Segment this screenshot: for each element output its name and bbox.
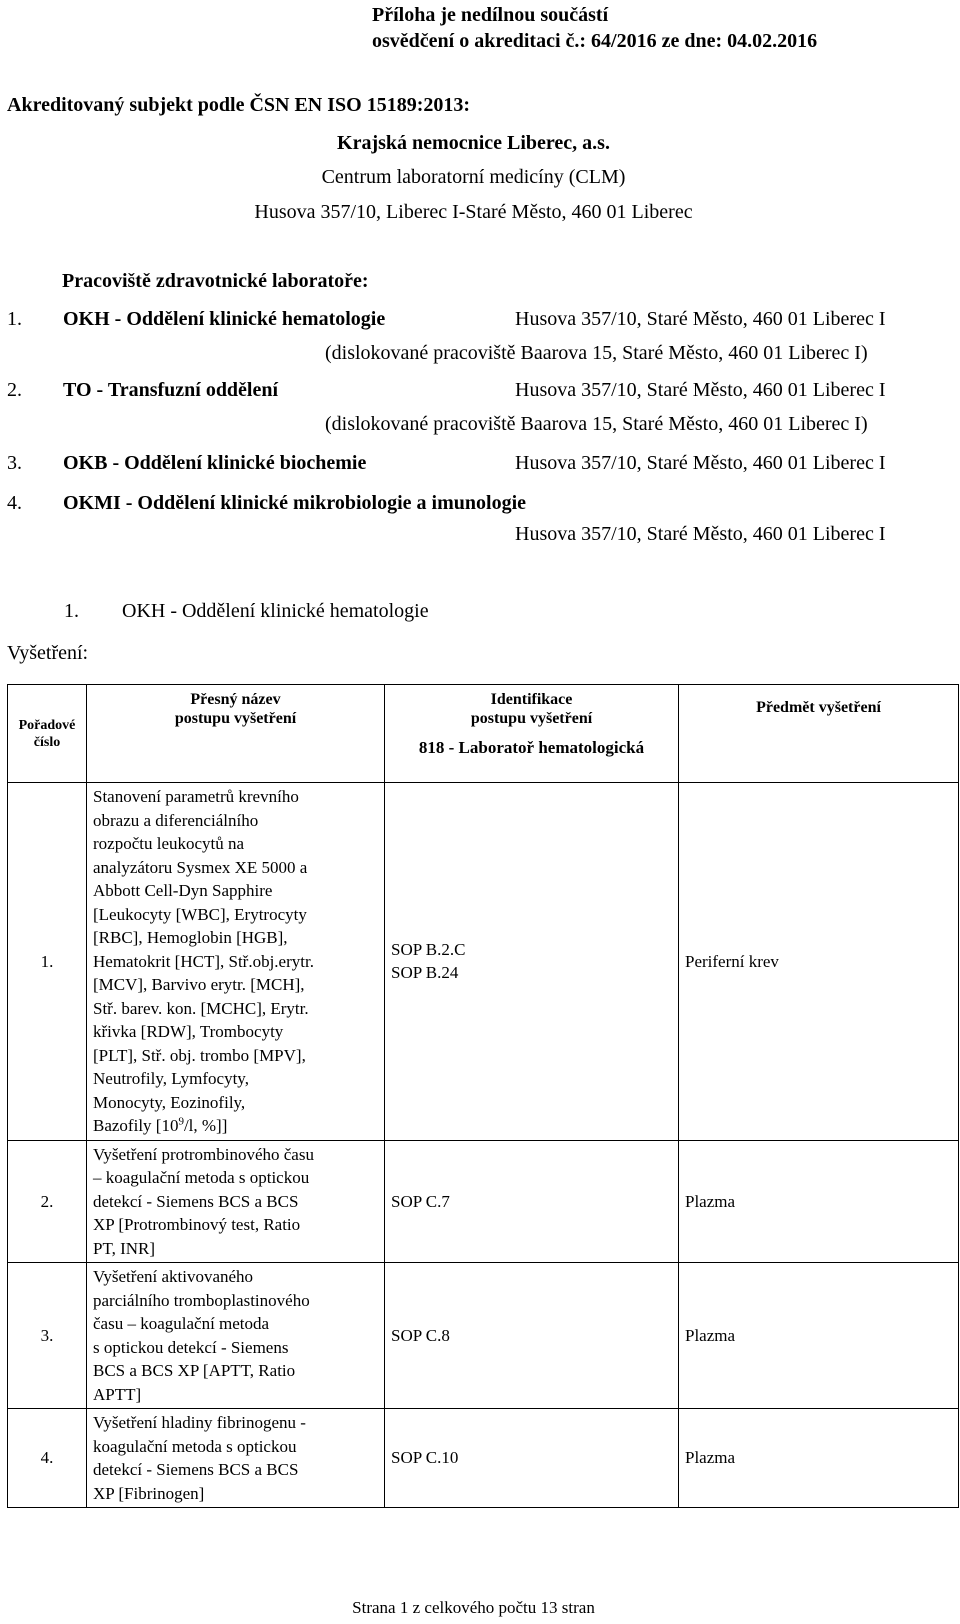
exam-line: detekcí - Siemens BCS a BCS [93,1191,299,1211]
row-subject: Plazma [679,1263,959,1409]
page-footer: Strana 1 z celkového počtu 13 stran [352,1598,595,1617]
subject-address: Husova 357/10, Liberec I-Staré Město, 460 01 Liberec [254,201,693,223]
lab-name: 818 - Laboratoř hematologická [418,738,645,757]
exam-line: XP [Fibrinogen] [93,1483,205,1503]
exam-line: APTT] [93,1384,142,1404]
header-subject [679,685,959,783]
workplace-num: 1. [7,308,22,330]
exam-line: Stř. barev. kon. [MCHC], Erytr. [93,998,309,1018]
header-subject-label: Předmět vyšetření [756,699,881,716]
header-order-line2: číslo [33,734,61,750]
exam-line [93,1114,384,1138]
exam-line: [MCV], Barvivo erytr. [MCH], [93,975,305,994]
exam-line: Abbott Cell-Dyn Sapphire [93,881,273,900]
header-order-number [8,685,87,783]
exam-line: detekcí - Siemens BCS a BCS [93,1460,299,1479]
sop-id: SOP C.10 [391,1448,459,1468]
header-name-line1: Přesný název [190,691,281,708]
exam-line-text: /l, %]] [183,1116,228,1135]
annex-line-1: Příloha je nedílnou součástí [372,4,609,26]
sop-id: SOP B.24 [391,963,459,983]
row-exam-name [87,1140,385,1263]
exam-line: XP [Protrombinový test, Ratio [93,1215,301,1234]
exam-line: [RBC], Hemoglobin [HGB], [93,928,288,947]
exam-table [7,684,959,1508]
row-number: 2. [8,1140,87,1263]
exam-line: Vyšetření aktivovaného [93,1267,254,1286]
workplace-address: Husova 357/10, Staré Město, 460 01 Liberec I [515,308,886,330]
workplace-num: 4. [7,492,22,514]
row-subject: Plazma [679,1140,959,1263]
workplace-note: (dislokované pracoviště Baarova 15, Staré Město, 460 01 Liberec I) [325,342,868,364]
table-row [8,1263,959,1409]
workplace-num: 3. [7,452,22,474]
row-subject: Plazma [679,1409,959,1508]
header-id-line1: Identifikace [490,691,573,708]
exam-line: analyzátoru Sysmex XE 5000 a [93,857,308,877]
exams-label: Vyšetření: [7,642,89,664]
table-row [8,783,959,1141]
sop-id: SOP C.8 [391,1325,450,1345]
header-order-line1: Pořadové [18,717,76,733]
exam-line-text: Bazofily [10 [93,1116,179,1135]
header-id-line2: postupu vyšetření [470,710,593,727]
exam-line: Neutrofily, Lymfocyty, [93,1069,249,1088]
workplace-name: TO - Transfuzní oddělení [63,379,279,401]
exam-line: obrazu a diferenciálního [93,810,259,830]
row-number: 1. [8,783,87,1141]
table-row [8,1140,959,1263]
header-identification [385,685,679,783]
exam-line: křivka [RDW], Trombocyty [93,1022,284,1041]
exam-line: času – koagulační metoda [93,1314,270,1333]
table-header-row [8,685,959,783]
exam-line: koagulační metoda s optickou [93,1436,297,1456]
row-sop [385,783,679,1141]
workplace-note: (dislokované pracoviště Baarova 15, Staré Město, 460 01 Liberec I) [325,413,868,435]
subject-name: Krajská nemocnice Liberec, a.s. [337,132,610,154]
exam-line: – koagulační metoda s optickou [93,1168,310,1187]
table-row [8,1409,959,1508]
row-sop [385,1263,679,1409]
exam-line: BCS a BCS XP [APTT, Ratio [93,1361,296,1380]
row-number: 3. [8,1263,87,1409]
workplace-address: Husova 357/10, Staré Město, 460 01 Liberec I [515,523,886,545]
workplace-num: 2. [7,379,22,401]
exam-line: s optickou detekcí - Siemens [93,1337,289,1357]
exam-line: Hematokrit [HCT], Stř.obj.erytr. [93,951,314,971]
accredited-subject-label: Akreditovaný subjekt podle ČSN EN ISO 15189:2013: [7,94,471,116]
exam-line: Vyšetření protrombinového času [93,1144,314,1164]
row-number: 4. [8,1409,87,1508]
exam-line: parciálního tromboplastinového [93,1290,310,1310]
workplace-name: OKMI - Oddělení klinické mikrobiologie a imunologie [63,492,526,514]
subject-center: Centrum laboratorní medicíny (CLM) [321,166,626,188]
sop-id: SOP C.7 [391,1191,450,1211]
exam-line: PT, INR] [93,1238,156,1258]
exam-line: Stanovení parametrů krevního [93,787,299,806]
workplaces-title: Pracoviště zdravotnické laboratoře: [62,270,369,292]
row-exam-name [87,783,385,1141]
sop-id: SOP B.2.C [391,939,466,959]
row-exam-name [87,1263,385,1409]
header-name-line2: postupu vyšetření [174,710,297,727]
row-sop [385,1140,679,1263]
exam-line: Vyšetření hladiny fibrinogenu - [93,1413,306,1432]
section-title: OKH - Oddělení klinické hematologie [122,600,429,622]
workplace-address: Husova 357/10, Staré Město, 460 01 Liberec I [515,379,886,401]
exam-line-superscript: 9 [178,1115,184,1128]
header-exact-name [87,685,385,783]
row-subject: Periferní krev [679,783,959,1141]
exam-line: rozpočtu leukocytů na [93,834,245,853]
row-exam-name [87,1409,385,1508]
row-sop [385,1409,679,1508]
workplace-name: OKH - Oddělení klinické hematologie [63,308,386,330]
section-num: 1. [64,600,79,622]
workplace-name: OKB - Oddělení klinické biochemie [63,452,367,474]
exam-line: [PLT], Stř. obj. trombo [MPV], [93,1045,306,1065]
workplace-address: Husova 357/10, Staré Město, 460 01 Liberec I [515,452,886,474]
annex-line-2: osvědčení o akreditaci č.: 64/2016 ze dne: 04.02.2016 [372,30,818,52]
exam-line: [Leukocyty [WBC], Erytrocyty [93,904,307,924]
exam-line: Monocyty, Eozinofily, [93,1092,246,1112]
